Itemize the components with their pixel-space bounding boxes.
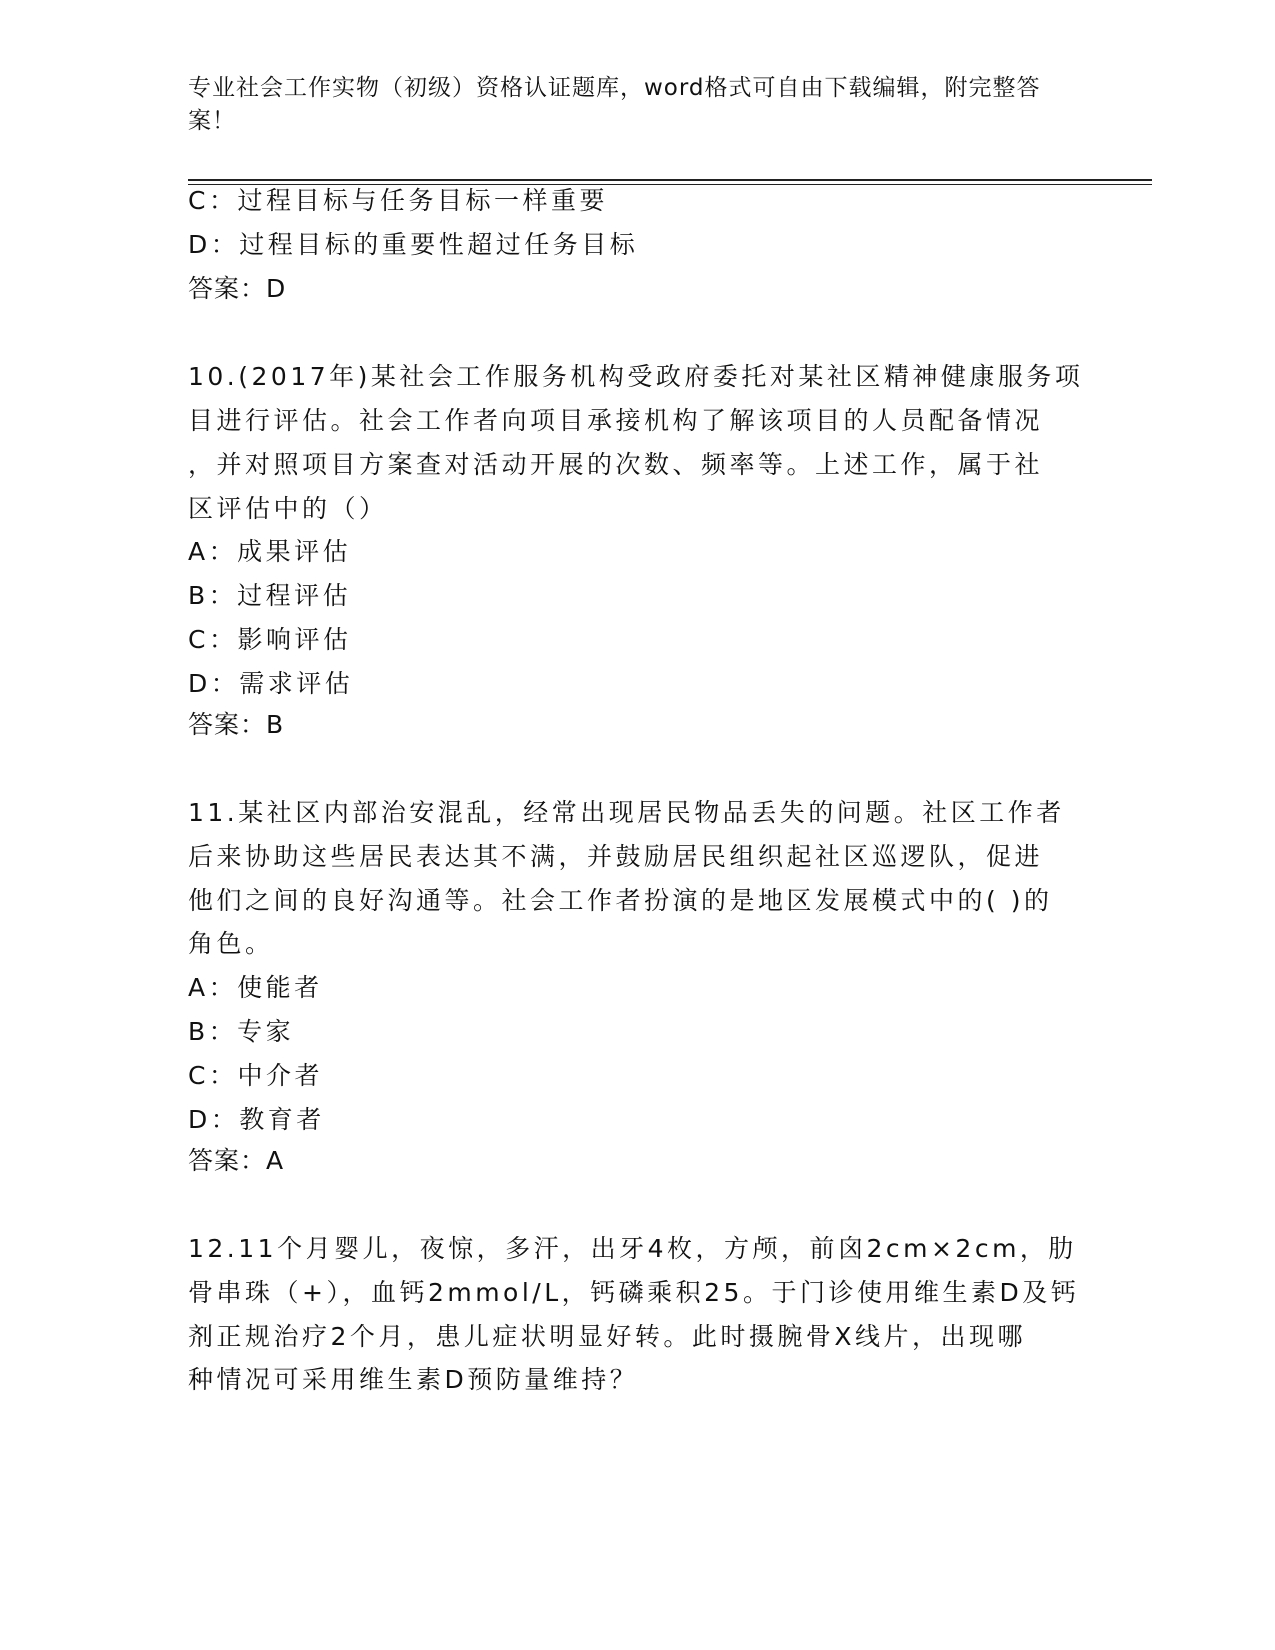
question-11-text: 他们之间的良好沟通等。社会工作者扮演的是地区发展模式中的( )的 [188, 886, 1053, 915]
option-a: A：使能者 [188, 973, 323, 1002]
option-d: D：教育者 [188, 1105, 325, 1134]
question-10-text: 10.(2017年)某社会工作服务机构受政府委托对某社区精神健康服务项 [188, 362, 1084, 391]
option-c: C：过程目标与任务目标一样重要 [188, 186, 608, 215]
option-c: C：影响评估 [188, 625, 352, 654]
question-10-text: ，并对照项目方案查对活动开展的次数、频率等。上述工作，属于社 [188, 450, 1044, 479]
question-10-text: 区评估中的（） [188, 494, 388, 523]
question-12-text: 种情况可采用维生素D预防量维持？ [188, 1365, 639, 1394]
option-d: D：过程目标的重要性超过任务目标 [188, 230, 639, 259]
question-11-text: 11.某社区内部治安混乱，经常出现居民物品丢失的问题。社区工作者 [188, 798, 1065, 827]
option-c: C：中介者 [188, 1061, 323, 1090]
answer: 答案：D [188, 274, 287, 303]
option-a: A：成果评估 [188, 537, 352, 566]
question-12-text: 剂正规治疗2个月，患儿症状明显好转。此时摄腕骨X线片，出现哪 [188, 1322, 1027, 1351]
question-10-text: 目进行评估。社会工作者向项目承接机构了解该项目的人员配备情况 [188, 406, 1044, 435]
question-11-text: 后来协助这些居民表达其不满，并鼓励居民组织起社区巡逻队，促进 [188, 842, 1044, 871]
answer: 答案：B [188, 710, 285, 739]
header-divider-thick [188, 179, 1152, 181]
option-b: B：专家 [188, 1017, 295, 1046]
answer: 答案：A [188, 1146, 285, 1175]
question-11-text: 角色。 [188, 929, 274, 958]
question-12-text: 骨串珠（+），血钙2mmol/L，钙磷乘积25。于门诊使用维生素D及钙 [188, 1278, 1080, 1307]
page-header: 专业社会工作实物（初级）资格认证题库，word格式可自由下载编辑，附完整答案！ [188, 75, 1041, 134]
option-b: B：过程评估 [188, 581, 352, 610]
option-d: D：需求评估 [188, 669, 354, 698]
question-12-text: 12.11个月婴儿，夜惊，多汗，出牙4枚，方颅，前囟2cm×2cm，肋 [188, 1234, 1077, 1263]
